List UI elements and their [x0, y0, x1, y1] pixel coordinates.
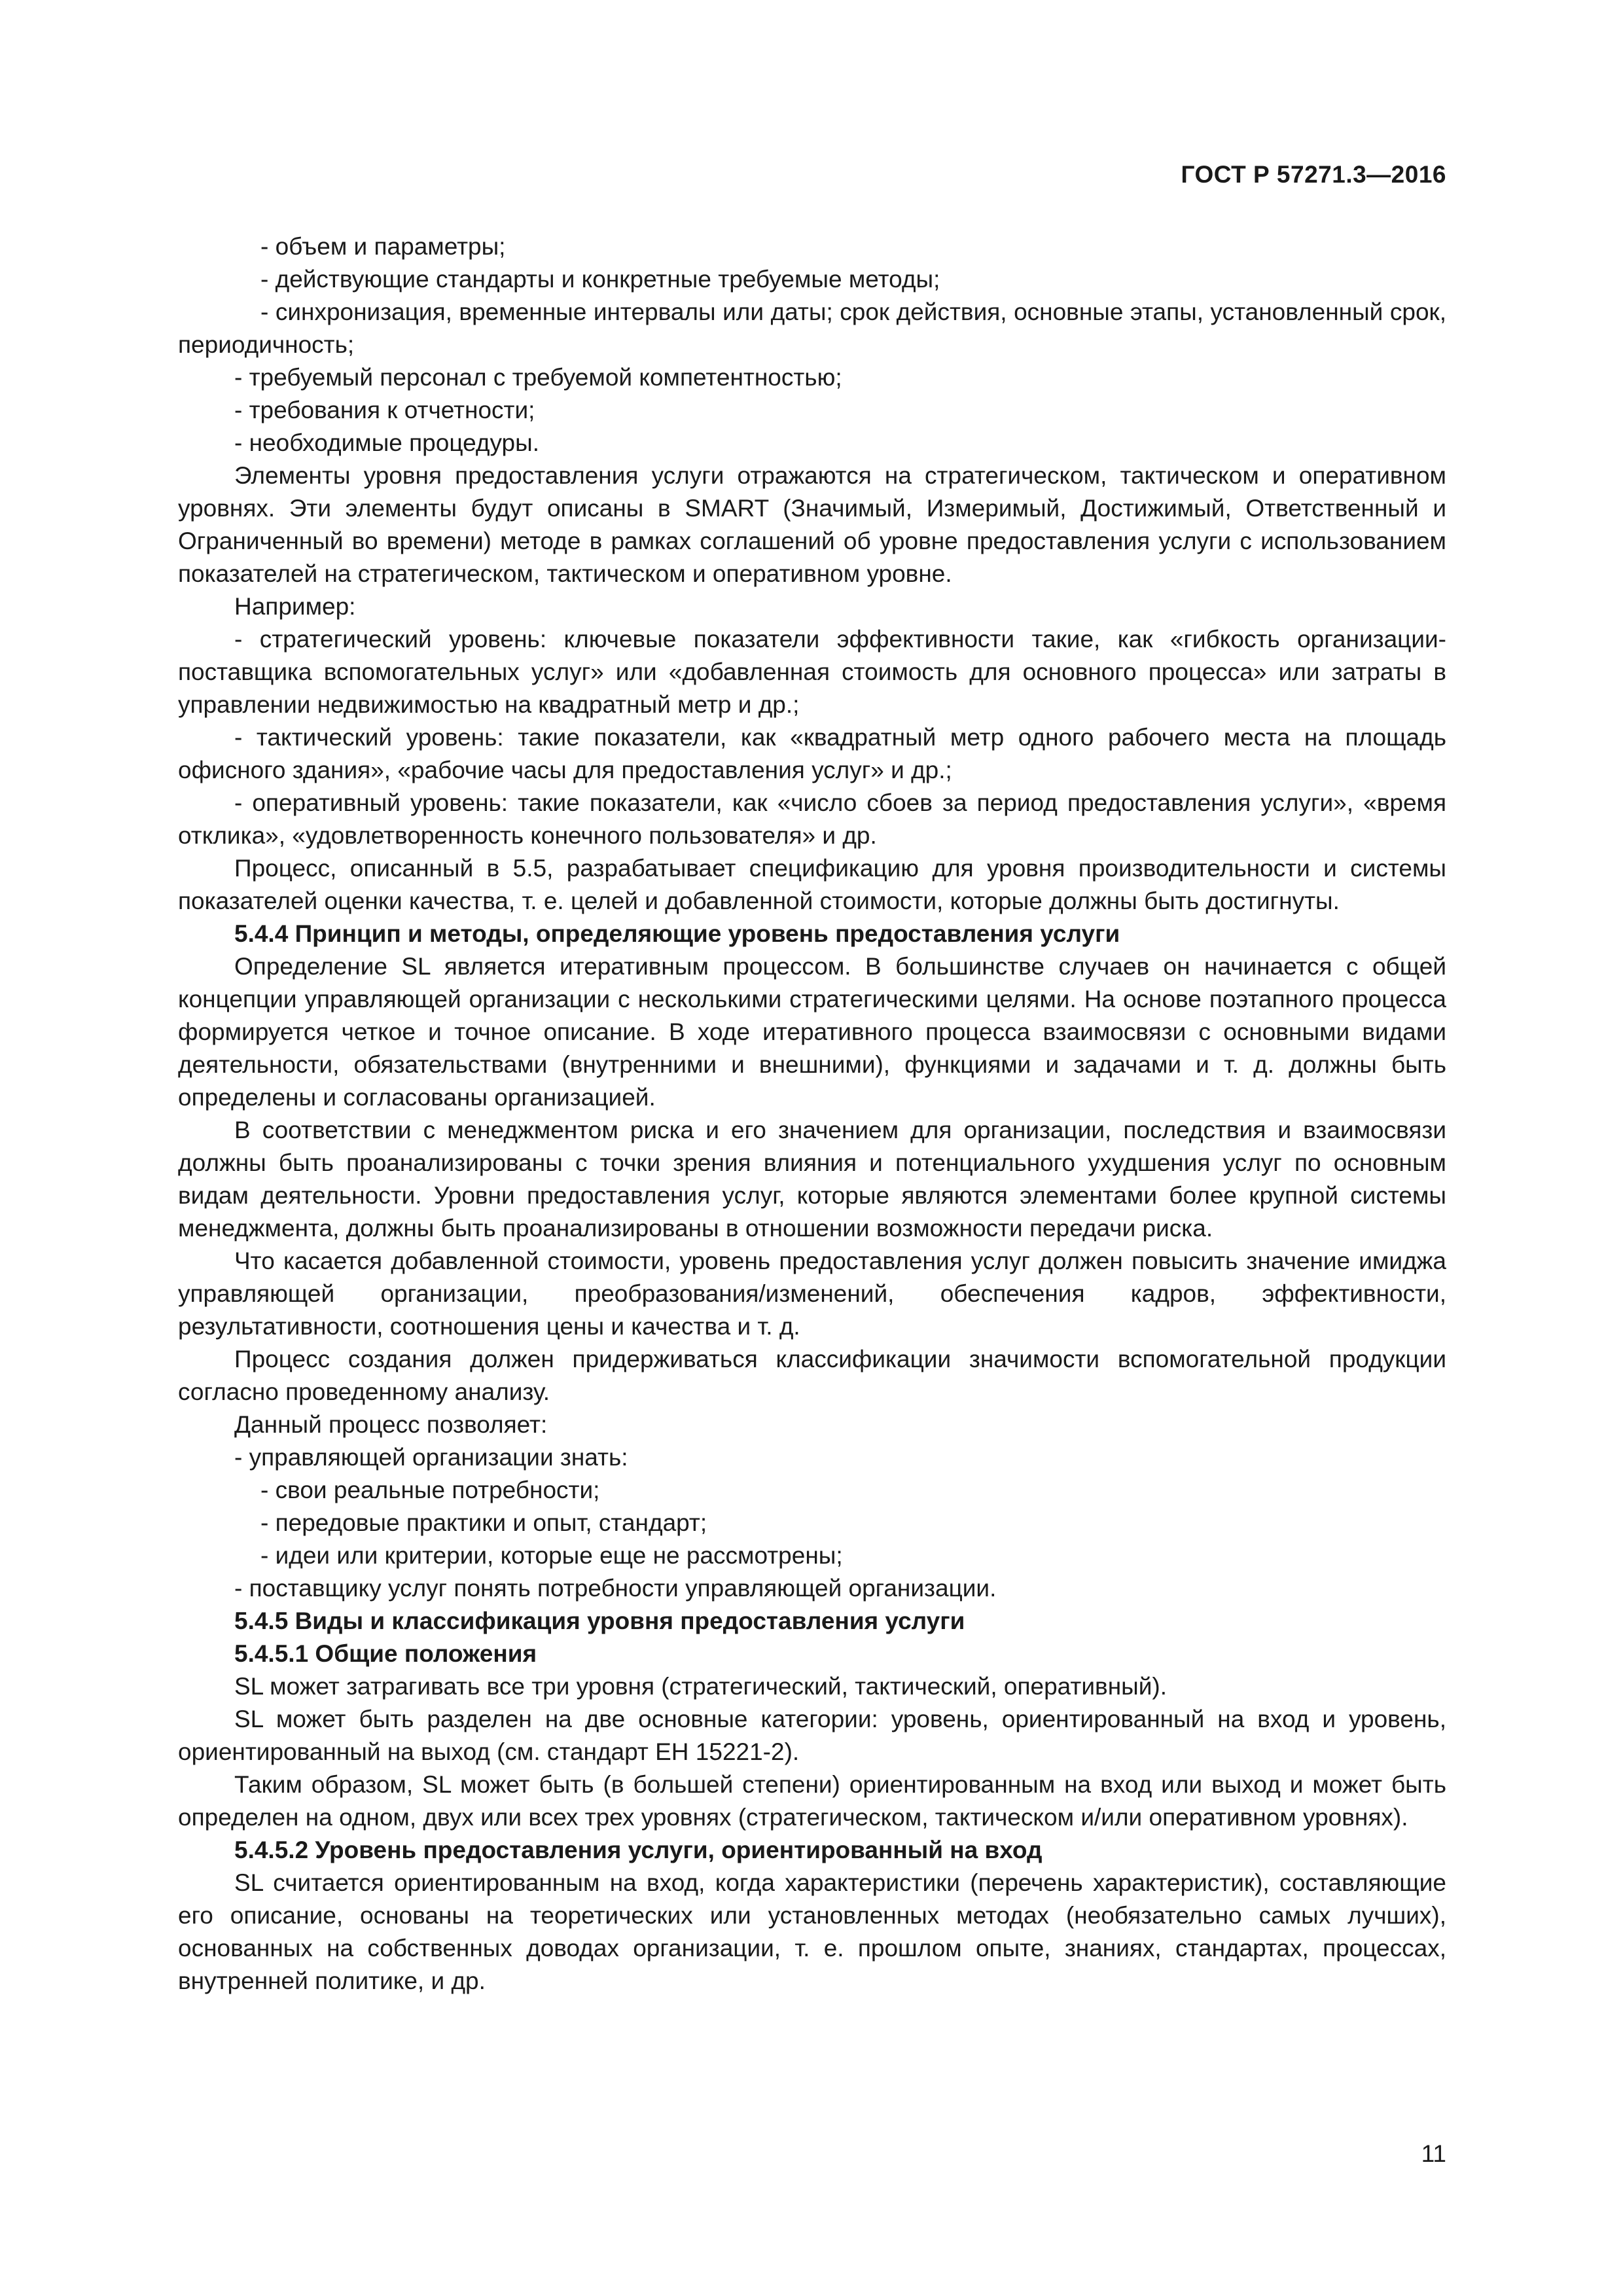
list-item: - стратегический уровень: ключевые показатели эффективности такие, как «гибкость организации-поставщика вспомогательных услуг» или «добавленная стоимость для основного процесса» или затраты в управлении недвижимостью на квадратный метр и др.; [178, 626, 1446, 718]
list-item: - управляющей организации знать: [234, 1444, 628, 1471]
paragraph: Что касается добавленной стоимости, уровень предоставления услуг должен повысить значение имиджа управляющей организации, преобразования/изменений, обеспечения кадров, эффективности, результативности, соотношения цены и качества и т. д. [178, 1247, 1446, 1340]
page-number: 11 [1421, 2140, 1446, 2167]
paragraph: В соответствии с менеджментом риска и его значением для организации, последствия и взаимосвязи должны быть проанализированы с точки зрения влияния и потенциального ухудшения услуг по основным видам деятельности. Уровни предоставления услуг, которые являются элементами более крупной системы менеджмента, должны быть проанализированы в отношении возможности передачи риска. [178, 1117, 1446, 1242]
paragraph: Процесс создания должен придерживаться классификации значимости вспомогательной продукции согласно проведенному анализу. [178, 1346, 1446, 1405]
list-item: - передовые практики и опыт, стандарт; [260, 1509, 707, 1536]
paragraph: Например: [234, 593, 356, 620]
paragraph: SL может затрагивать все три уровня (стратегический, тактический, оперативный). [234, 1673, 1167, 1700]
paragraph: SL считается ориентированным на вход, когда характеристики (перечень характеристик), составляющие его описание, основаны на теоретических или установленных методах (необязательно самых лучших), основанных на собственных доводах организации, т. е. прошлом опыте, знаниях, стандартах, процессах, внутренней политике, и др. [178, 1869, 1446, 1994]
list-item: - объем и параметры; [260, 233, 506, 260]
list-item: - действующие стандарты и конкретные требуемые методы; [260, 266, 940, 293]
list-item: - идеи или критерии, которые еще не рассмотрены; [260, 1542, 843, 1569]
paragraph: Элементы уровня предоставления услуги отражаются на стратегическом, тактическом и оперативном уровнях. Эти элементы будут описаны в SMART (Значимый, Измеримый, Достижимый, Ответственный и Ограниченный во времени) методе в рамках соглашений об уровне предоставления услуги с использованием показателей на стратегическом, тактическом и оперативном уровне. [178, 462, 1446, 587]
section-heading: 5.4.5 Виды и классификация уровня предоставления услуги [234, 1607, 965, 1634]
list-item: - синхронизация, временные интервалы или даты; срок действия, основные этапы, установленный срок, периодичность; [178, 298, 1446, 358]
paragraph: Процесс, описанный в 5.5, разрабатывает спецификацию для уровня производительности и системы показателей оценки качества, т. е. целей и добавленной стоимости, которые должны быть достигнуты. [178, 855, 1446, 914]
list-item: - требуемый персонал с требуемой компетентностью; [234, 364, 842, 391]
paragraph: Данный процесс позволяет: [234, 1411, 548, 1438]
paragraph: Определение SL является итеративным процессом. В большинстве случаев он начинается с общей концепции управляющей организации с несколькими стратегическими целями. На основе поэтапного процесса формируется четкое и точное описание. В ходе итеративного процесса взаимосвязи с основными видами деятельности, обязательствами (внутренними и внешними), функциями и задачами и т. д. должны быть определены и согласованы организацией. [178, 953, 1446, 1111]
list-item: - свои реальные потребности; [260, 1477, 600, 1503]
document-body [178, 230, 1446, 1998]
list-item: - требования к отчетности; [234, 397, 535, 423]
section-heading: 5.4.4 Принцип и методы, определяющие уровень предоставления услуги [234, 920, 1120, 947]
paragraph: SL может быть разделен на две основные категории: уровень, ориентированный на вход и уровень, ориентированный на выход (см. стандарт ЕН 15221-2). [178, 1706, 1446, 1765]
section-heading: 5.4.5.2 Уровень предоставления услуги, ориентированный на вход [234, 1837, 1043, 1863]
paragraph: Таким образом, SL может быть (в большей степени) ориентированным на вход или выход и может быть определен на одном, двух или всех трех уровнях (стратегическом, тактическом и/или оперативном уровнях). [178, 1771, 1446, 1831]
list-item: - тактический уровень: такие показатели, как «квадратный метр одного рабочего места на площадь офисного здания», «рабочие часы для предоставления услуг» и др.; [178, 724, 1446, 783]
list-item: - необходимые процедуры. [234, 429, 540, 456]
section-heading: 5.4.5.1 Общие положения [234, 1640, 537, 1667]
list-item: - оперативный уровень: такие показатели, как «число сбоев за период предоставления услуги», «время отклика», «удовлетворенность конечного пользователя» и др. [178, 789, 1446, 849]
list-item: - поставщику услуг понять потребности управляющей организации. [234, 1575, 997, 1602]
document-header: ГОСТ Р 57271.3—2016 [1181, 161, 1446, 188]
